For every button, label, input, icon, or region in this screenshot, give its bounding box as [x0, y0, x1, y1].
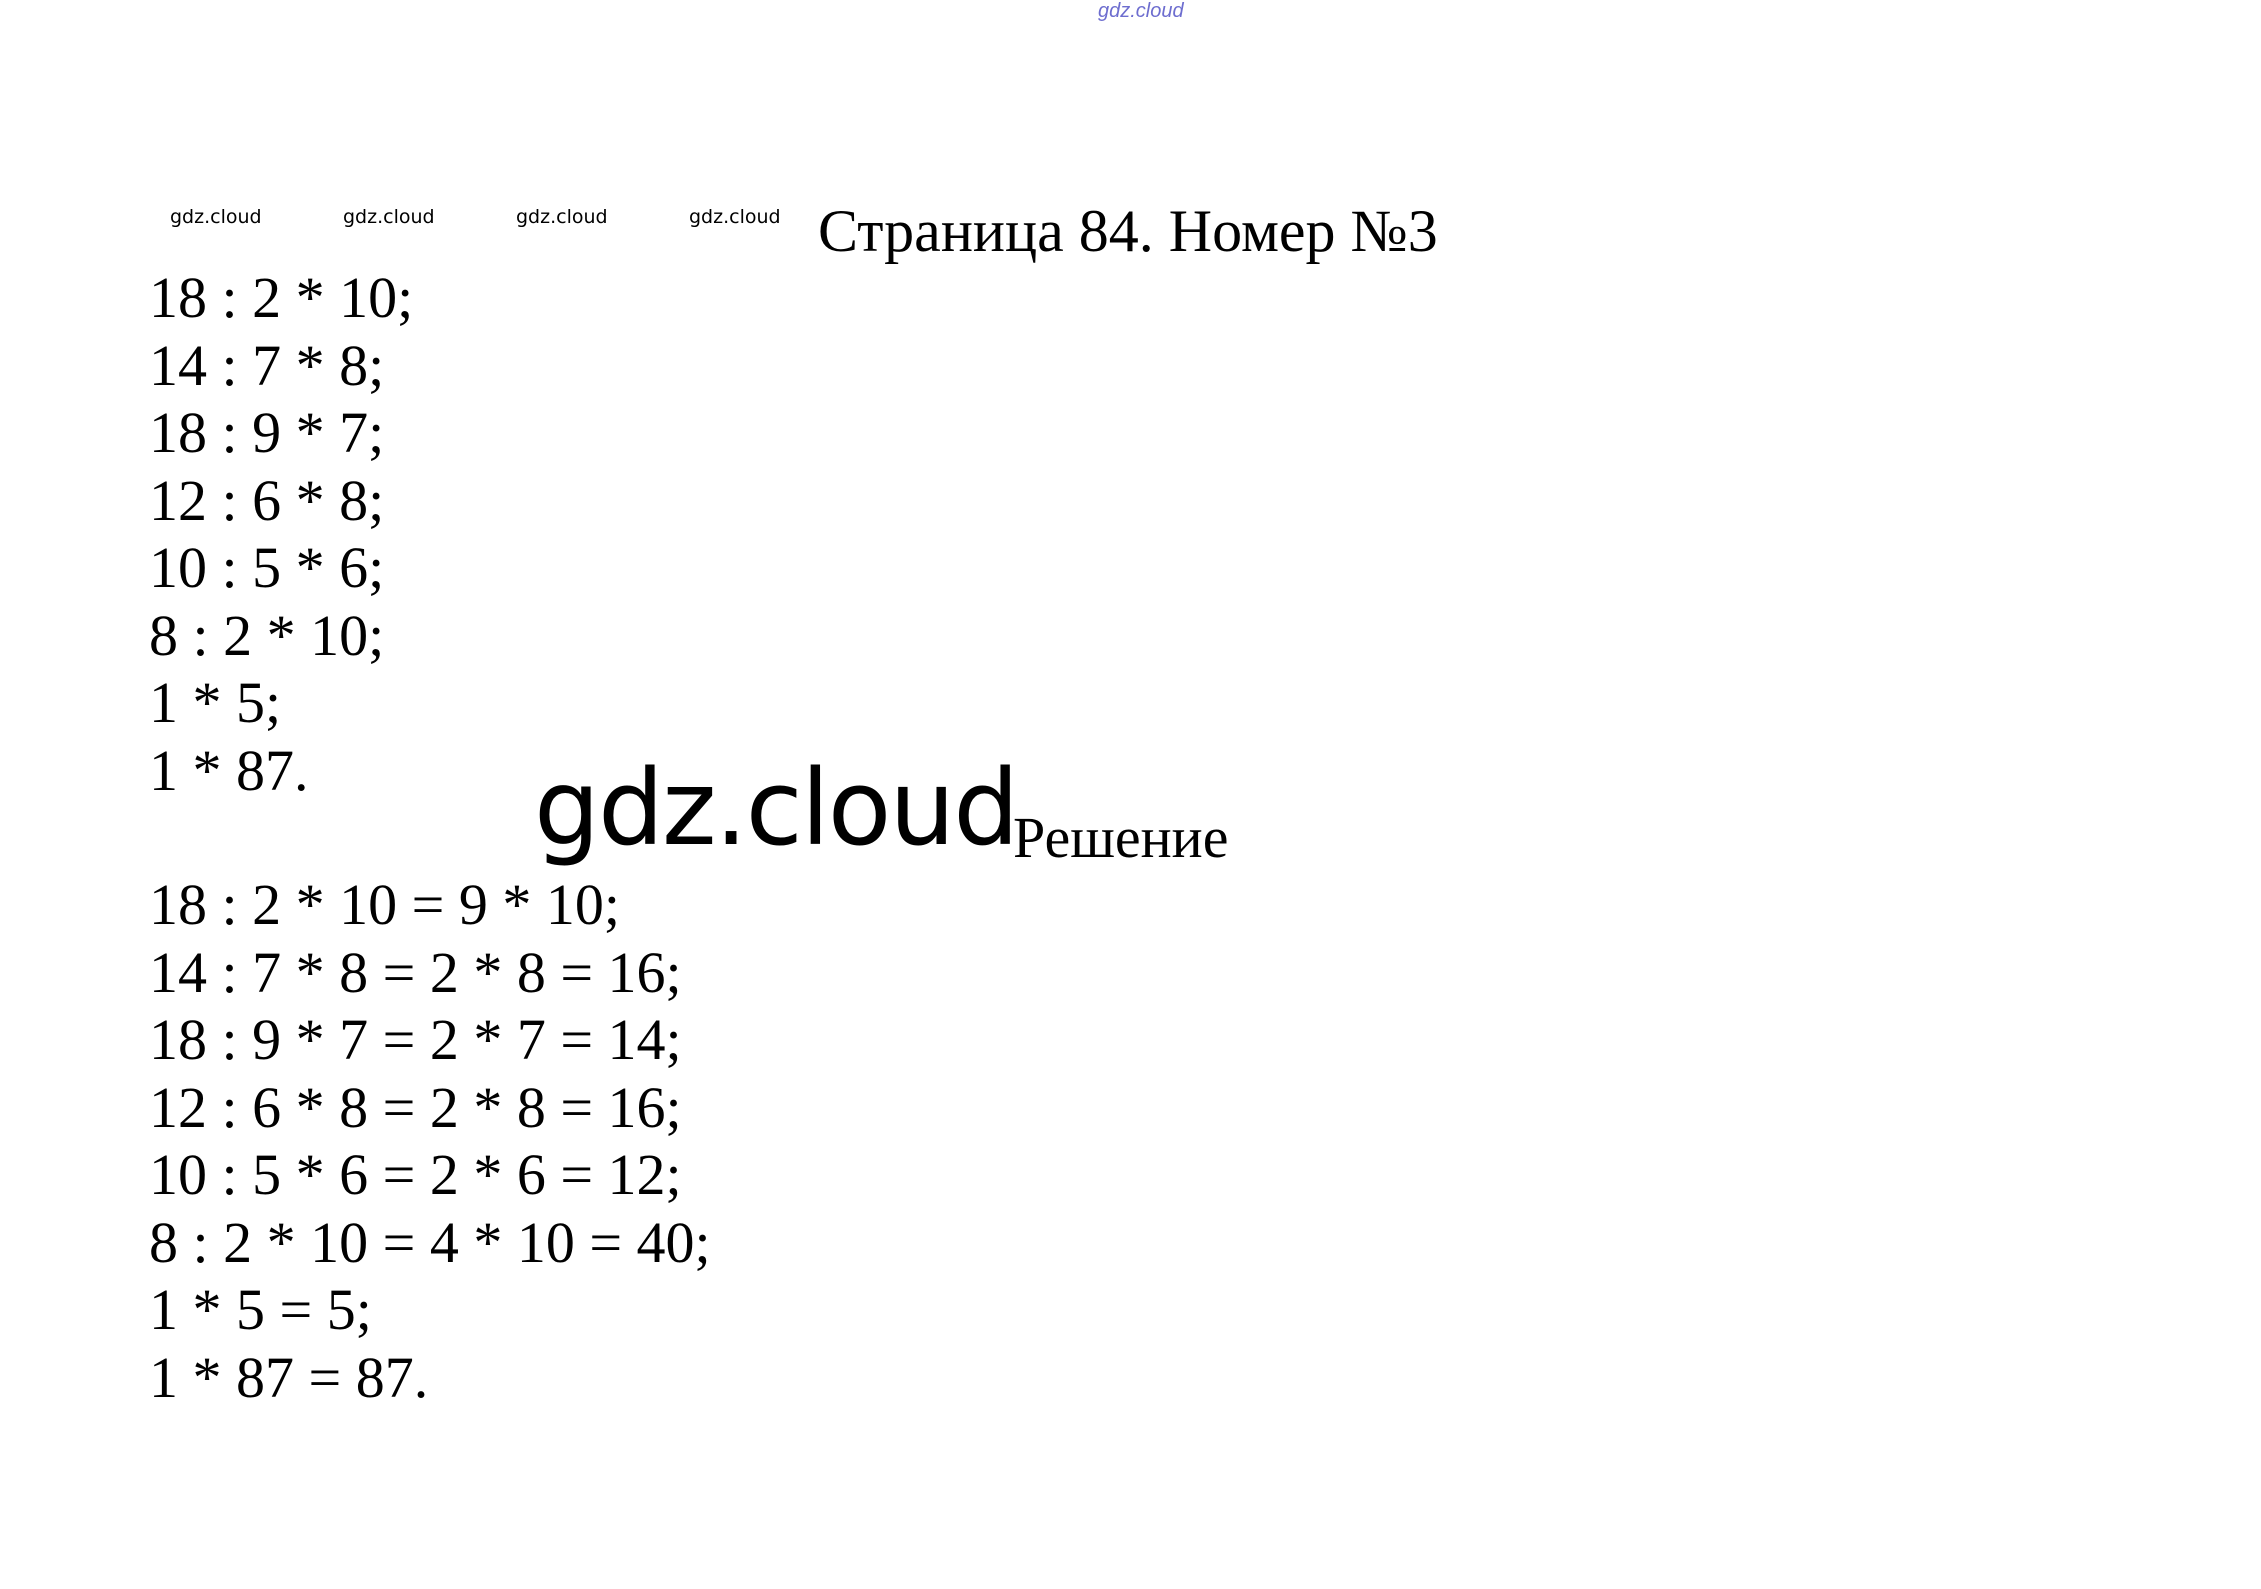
solution-expressions	[149, 871, 711, 1411]
solution-line: 1 * 5 = 5;	[149, 1277, 372, 1342]
watermark-small-4: gdz.cloud	[689, 206, 781, 228]
task-line: 12 : 6 * 8;	[149, 467, 385, 533]
task-line: 8 : 2 * 10;	[149, 602, 385, 668]
solution-line: 1 * 87 = 87.	[149, 1344, 429, 1410]
watermark-small-3: gdz.cloud	[516, 206, 608, 228]
watermark-small-2: gdz.cloud	[343, 206, 435, 228]
task-line: 10 : 5 * 6;	[149, 535, 385, 600]
task-line: 1 * 87.	[149, 737, 309, 803]
watermark-center: gdz.cloud	[534, 747, 1018, 869]
task-line: 1 * 5;	[149, 670, 282, 735]
task-expressions	[149, 264, 413, 804]
watermark-top: gdz.cloud	[1098, 0, 1184, 22]
task-line: 18 : 9 * 7;	[149, 400, 385, 465]
solution-line: 18 : 9 * 7 = 2 * 7 = 14;	[149, 1007, 682, 1072]
task-line: 18 : 2 * 10;	[149, 265, 414, 330]
task-line: 14 : 7 * 8;	[149, 332, 385, 398]
solution-line: 18 : 2 * 10 = 9 * 10;	[149, 872, 620, 937]
page-title: Страница 84. Номер №3	[818, 198, 1438, 264]
solution-line: 8 : 2 * 10 = 4 * 10 = 40;	[149, 1209, 711, 1275]
watermark-small-1: gdz.cloud	[170, 206, 262, 228]
solution-line: 10 : 5 * 6 = 2 * 6 = 12;	[149, 1142, 682, 1207]
solution-line: 12 : 6 * 8 = 2 * 8 = 16;	[149, 1074, 682, 1140]
solution-line: 14 : 7 * 8 = 2 * 8 = 16;	[149, 939, 682, 1005]
solution-heading: Решение	[1013, 805, 1229, 870]
